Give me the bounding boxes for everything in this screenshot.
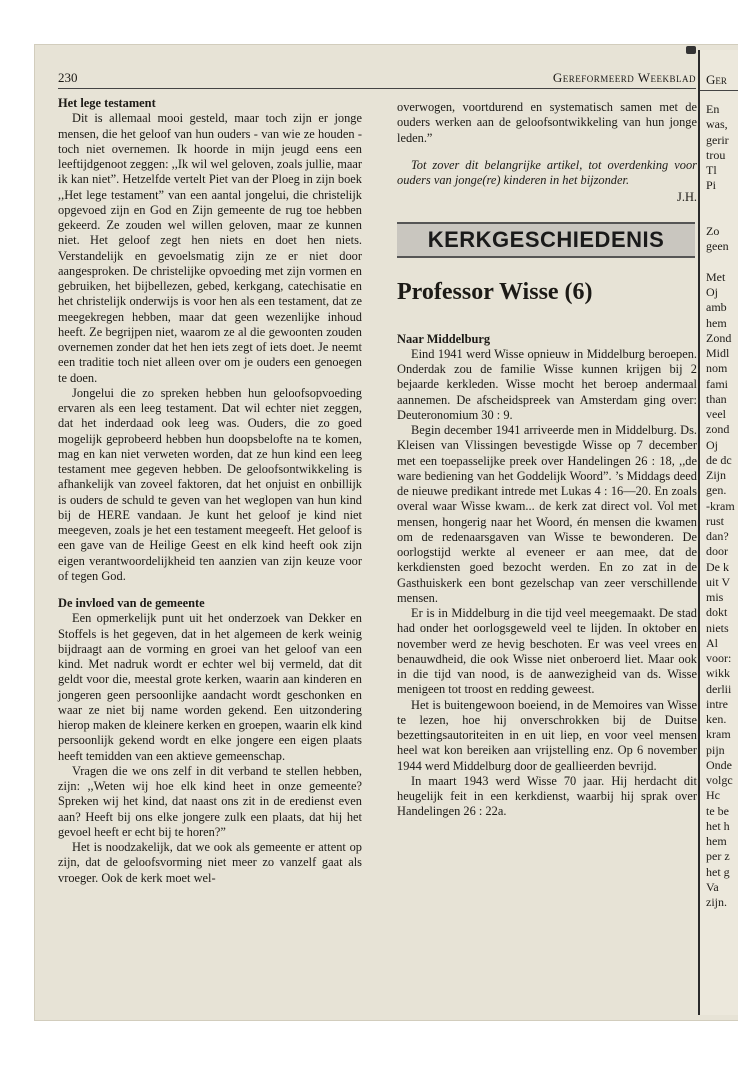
section-banner: KERKGESCHIEDENIS (397, 222, 695, 258)
next-page-line: zond (706, 422, 730, 437)
section-heading: De invloed van de gemeente (58, 596, 205, 610)
next-page-line: Onde (706, 757, 732, 772)
page-header (58, 68, 696, 89)
next-page-line: Pi (706, 178, 717, 193)
next-page-line: per z (706, 849, 730, 864)
paragraph: Jongelui die zo spreken hebben hun geloofsopvoeding ervaren als een leeg testament. Dat wil echter niet zeggen, dat het inderdaad ook leeg was. Ouders, die zo goed mogelijk geprobeerd hebben hun doopsbelofte na te komen, mag en kan niet verweten worden, dat ze hun kind een leeg testament mee gegeven hebben. De geloofsontwikkeling is afhankelijk van zoveel faktoren, dat het onjuist en onbillijk is ouders de schuld te geven van het weglopen van hun kind bij de HERE vandaan. Je kunt het geloof je kind niet meegeven, zoals je het een testament meegeeft. Het geloof is een gave van de Heilige Geest en elk kind heeft ook zijn eigen verantwoordelijkheid ten aanzien van zijn keuze voor of tegen God. (58, 385, 362, 583)
section-heading: Het lege testament (58, 96, 156, 110)
binding-mark (686, 46, 696, 54)
paragraph: Het is noodzakelijk, dat we ook als gemeente er attent op zijn, dat de geloofsvorming niet meer zo vanzelf gaat als vroeger. Ook de kerk moet wel- (58, 840, 362, 885)
next-page-line: voor: (706, 651, 732, 665)
next-page-edge (698, 50, 738, 1015)
next-page-line: -kram (706, 498, 735, 513)
spacer (58, 584, 362, 596)
next-page-line: En (706, 102, 720, 116)
next-page-line: Midl (706, 346, 730, 360)
next-page-line: dokt (706, 605, 728, 620)
next-page-line: pijn (706, 742, 725, 757)
next-page-line: amb (706, 300, 727, 315)
next-page-line: te be (706, 803, 729, 818)
next-page-line: hem (706, 315, 727, 330)
next-page-line: rust (706, 513, 724, 528)
next-page-line: door (706, 544, 728, 559)
next-page-line: de dc (706, 452, 732, 467)
next-page-line: was, (706, 117, 728, 132)
middle-column (397, 100, 697, 820)
left-column (58, 96, 362, 886)
next-page-line: wikk (706, 666, 730, 681)
signature: J.H. (677, 190, 697, 205)
next-page-line: mis (706, 590, 724, 604)
next-page-line: Zo (706, 224, 720, 238)
next-page-line: derlii (706, 681, 732, 696)
next-page-line: gen. (706, 483, 727, 498)
paragraph: Het is buitengewoon boeiend, in de Memoires van Wisse te lezen, hoe hij onverschrokken bij de Duitse bezettingsautoriteiten in en uit liep, en voor veel mensen heel wat kon bereiken aan vrijstelling enz. Op 6 november 1944 werd Middelburg door de geallieerden bevrijd. (397, 697, 697, 773)
next-page-line: De k (706, 559, 729, 574)
paragraph: Er is in Middelburg in die tijd veel meegemaakt. De stad had onder het oorlogsgeweld veel te lijden. In oktober en november werd ze hevig beschoten. Er was veel vrees en benauwdheid, die ook Wisse niet onberoerd liet. Maar ook in die tijd van nood, is de aanwezigheid van ds. Wisse menigeen tot troost en redding geweest. (397, 606, 697, 697)
editor-note: Tot zover dit belangrijke artikel, tot overdenking voor ouders van jonge(re) kinderen in het bijzonder. (397, 157, 697, 187)
next-page-line: Met (706, 269, 726, 284)
next-page-header: Ger (706, 72, 727, 87)
next-page-line: nom (706, 361, 728, 376)
paragraph: In maart 1943 werd Wisse 70 jaar. Hij herdacht dit heugelijk feit in een kerkdienst, waarbij hij sprak over Handelingen 26 : 22a. (397, 773, 697, 819)
next-page-line: Oj (706, 437, 718, 452)
next-page-line: dan? (706, 529, 729, 543)
next-page-line: Tl (706, 163, 717, 177)
paragraph: Vragen die we ons zelf in dit verband te stellen hebben, zijn: ,,Weten wij hoe elk kind heet in onze gemeente? Spreken wij het kind, dat naast ons zit in de eredienst even aan? Heeft bij ons elke jongere zulk een plaats, dat hij het gevoel heeft er echt bij te horen?” (58, 763, 362, 839)
subheading: Naar Middelburg (397, 331, 491, 346)
paragraph: Een opmerkelijk punt uit het onderzoek van Dekker en Stoffels is het gegeven, dat in het algemeen de kerk weinig bijdraagt aan de vorming en groei van het geloof van een kind. Met nadruk wordt er echter wel bij vermeld, dat dit geldt voor die, meestal grote kerken, waarin aan kinderen en jongeren geen persoonlijke aandacht wordt geschonken en waar ze niet bij name worden gekend. Een uitzondering hierop maken de kleinere kerken en groepen, waarin elk kind persoonlijk gekend wordt en elke jongere een eigen plaats heeft temidden van een aktieve gemeenschap. (58, 611, 362, 763)
next-page-line: Va (706, 879, 719, 894)
next-page-line: Al (706, 635, 718, 650)
next-page-header-rule (700, 90, 738, 91)
next-page-line: geen (706, 239, 729, 254)
next-page-line: Hc (706, 788, 720, 803)
journal-title: Gereformeerd Weekblad (552, 70, 696, 85)
next-page-line: het g (706, 864, 730, 879)
next-page-line: zijn. (706, 895, 727, 909)
next-page-line: hem (706, 834, 727, 848)
paragraph: Eind 1941 werd Wisse opnieuw in Middelburg beroepen. Onderdak zou de familie Wisse kunnen krijgen bij 2 bejaarde kerkleden. Wisse mocht het beroep andermaal aannemen. De afscheidspreek van Amsterdam ging over: Deuteronomium 30 : 9. (397, 346, 697, 422)
paragraph: Begin december 1941 arriveerde men in Middelburg. Ds. Kleisen van Vlissingen bevestigde Wisse op 7 december met een toepasselijke preek over Handelingen 26 : 18, ,,de ware bediening van het Goddelijk Woord”. ’s Middags deed de nieuwe predikant intrede met Lukas 4 : 16—20. En zoals overal waar Wisse kwam... de kerk zat direct vol. Vol met mensen, hongerig naar het Woord, én mensen die kwamen om de redenaarsgaven van Wisse te bewonderen. De oorlogstijd werkte al eveneer er aan mee, dat de kerkdiensten goed bezocht werden. En zo zat in de Gasthuiskerk een bont gezelschap van zeer verschillende mensen. (397, 423, 697, 605)
next-page-line: gerir (706, 132, 729, 147)
next-page-line: fami (706, 376, 728, 391)
next-page-line: niets (706, 620, 729, 635)
next-page-line: intre (706, 696, 728, 711)
continuation-text: overwogen, voortdurend en systematisch samen met de ouders werken aan de geloofsontwikkeling van hun jonge leden.” (397, 100, 697, 145)
next-page-line: volgc (706, 773, 733, 787)
page-number: 230 (58, 70, 78, 85)
next-page-line: het h (706, 818, 730, 833)
next-page-line: uit V (706, 574, 731, 589)
next-page-line: Oj (706, 285, 718, 299)
next-page-line: ken. (706, 712, 727, 726)
next-page-line: trou (706, 147, 726, 162)
article-title: Professor Wisse (6) (397, 278, 593, 305)
paragraph: Dit is allemaal mooi gesteld, maar toch zijn er jonge mensen, die het geloof van hun ouders - van wie ze houden - toch niet overnemen. Ik hoorde in mijn jeugd eens een leeftijdgenoot zeggen: ,,Ik wil wel geloven, zoals jullie, maar ik kan niet”. Hetzelfde vertelt Piet van der Ploeg in zijn boek ,,Het lege testament” van een aantal jongelui, die christelijk opgevoed zijn en God en Zijn gemeente de rug toe hebben gekeerd. Ze zouden wel willen geloven, maar ze kunnen niet. Het geloof zegt hen niets en doet hen niets. Verstandelijk en gevoelsmatig zijn ze er niet door aangesproken. De christelijke opvoeding met zijn vormen en gebruiken, het bijbellezen, gebed, kerkgang, catechisatie en het christelijk onderwijs is voor hen als een testament, dat ze meegekregen hebben, maar dat geen wezenlijke inhoud heeft. Ze begrijpen niet, waarom ze al die gewoonten zouden overnemen zonder dat het hen iets zegt of iets doet. Je neemt een traditie toch niet alleen over om je ouders een genoegen te doen. (58, 111, 362, 385)
next-page-line: kram (706, 727, 731, 742)
next-page-line: Zond (706, 330, 732, 345)
next-page-line: than (706, 391, 727, 406)
next-page-line: veel (706, 407, 726, 421)
next-page-line: Zijn (706, 468, 726, 482)
